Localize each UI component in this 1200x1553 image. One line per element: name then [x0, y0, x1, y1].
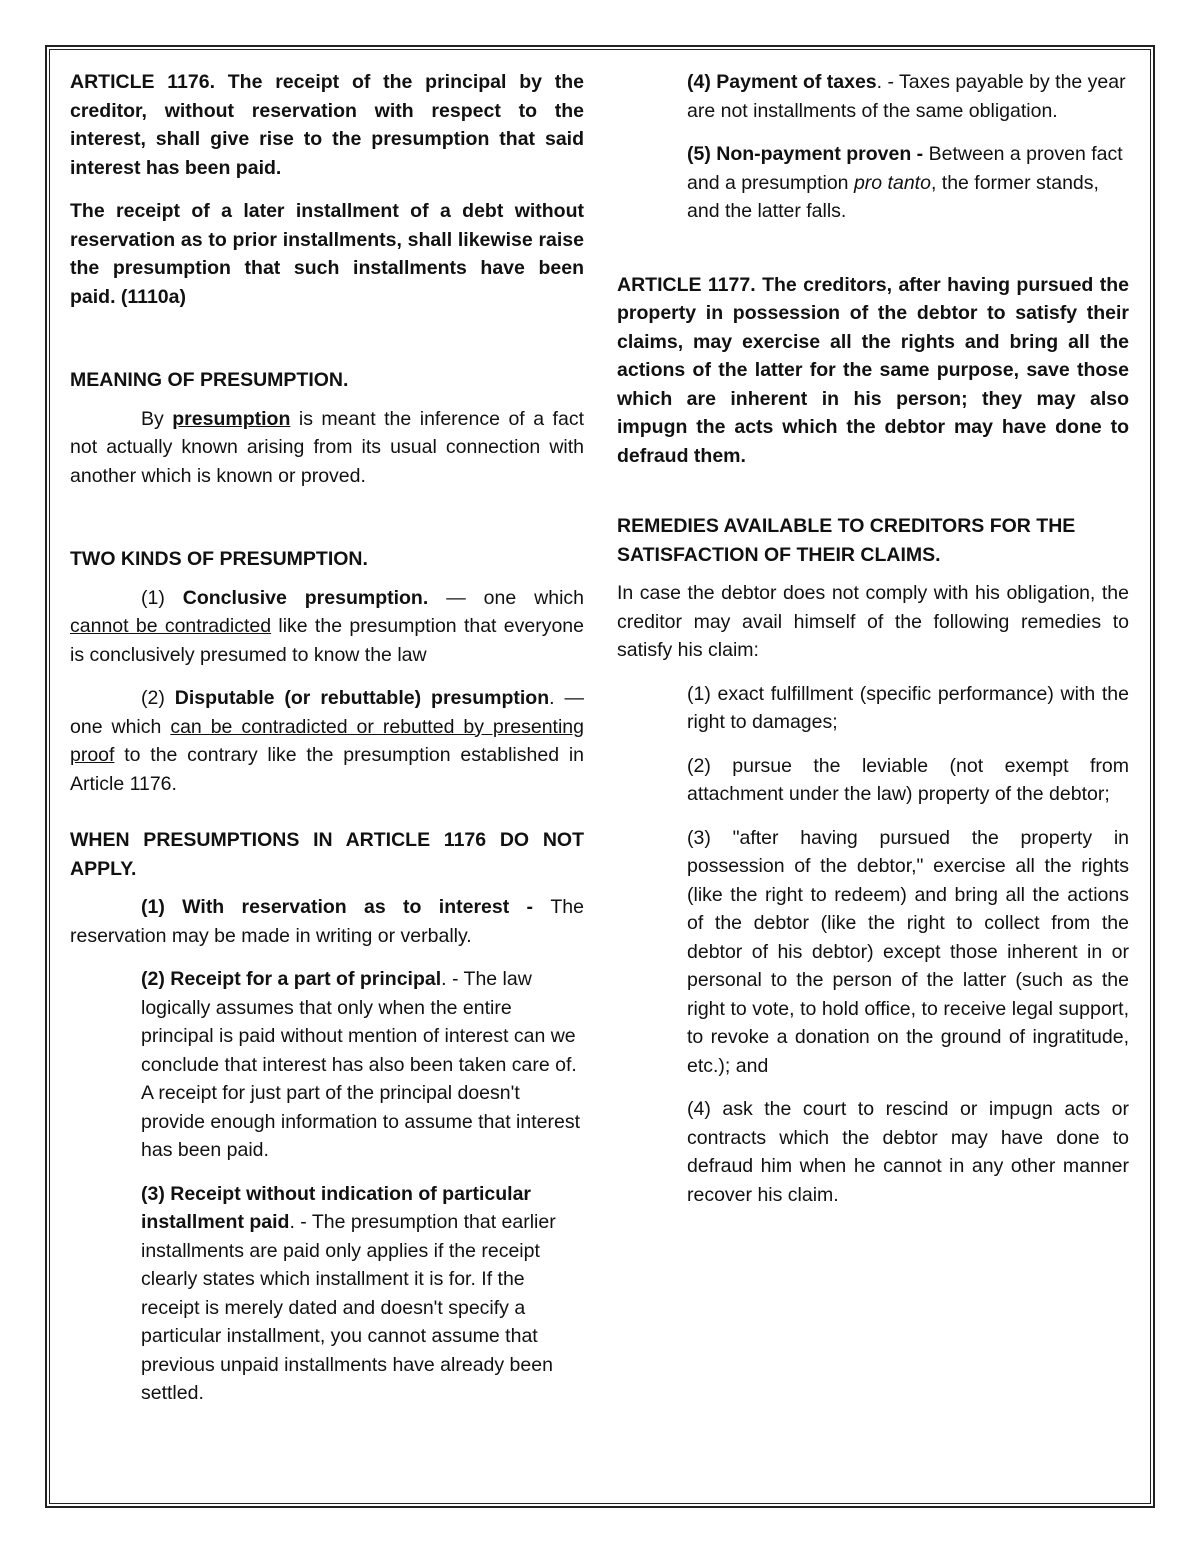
remedies-intro: In case the debtor does not comply with his obligation, the creditor may avail himself of the following remedies to satisfy his claim:: [617, 582, 1129, 661]
exception-2: (2) Receipt for a part of principal. - The law logically assumes that only when the entire principal is paid without mention of interest can we conclude that interest has also been taken care of. A receipt for just part of the principal doesn't provide enough information to assume that interest has been paid.: [141, 968, 581, 1161]
remedy-item-4: (4) ask the court to rescind or impugn acts or contracts which the debtor may have done to defraud him when he cannot in any other manner recover his claim.: [687, 1098, 1129, 1206]
exception-3: (3) Receipt without indication of particular installment paid. - The presumption that earlier installments are paid only applies if the receipt clearly states which installment it is for. If the receipt is merely dated and doesn't specify a particular installment, you cannot assume that previous unpaid installments have already been settled.: [141, 1182, 556, 1404]
presumption-term: presumption: [172, 407, 291, 430]
remedy-item-2: (2) pursue the leviable (not exempt from attachment under the law) property of the debtor;: [687, 754, 1129, 805]
article-1177-paragraph: ARTICLE 1177. The creditors, after having pursued the property in possession of the debtor to satisfy their claims, may exercise all the rights and bring all the actions of the latter for the same purpose, save those which are inherent in his person; they may also impugn the acts which the debtor may have done to defraud them.: [617, 273, 1129, 467]
kinds-heading: TWO KINDS OF PRESUMPTION.: [70, 548, 368, 570]
remedy-item-1: (1) exact fulfillment (specific performance) with the right to damages;: [687, 682, 1129, 733]
left-column: [70, 68, 584, 1423]
exception-4: (4) Payment of taxes. - Taxes payable by the year are not installments of the same obligation.: [687, 71, 1126, 122]
remedy-item-3: (3) "after having pursued the property in possession of the debtor," exercise all the rights (like the right to redeem) and bring all the actions of the debtor (like the right to collect from the debtor of his debtor) except those inherent in or personal to the person of the latter (such as the right to vote, to hold office, to receive legal support, to revoke a donation on the ground of ingratitude, etc.); and: [687, 826, 1129, 1077]
when-not-apply-heading: WHEN PRESUMPTIONS IN ARTICLE 1176 DO NOT APPLY.: [70, 829, 584, 880]
exception-5: (5) Non-payment proven - Between a proven fact and a presumption pro tanto, the former stands, and the latter falls.: [687, 143, 1123, 222]
article-1176-paragraph-2: The receipt of a later installment of a debt without reservation as to prior installments, shall likewise raise the presumption that such installments have been paid. (1110a): [70, 200, 584, 308]
article-1176-paragraph-1: ARTICLE 1176. The receipt of the principal by the creditor, without reservation with respect to the interest, shall give rise to the presumption that said interest has been paid.: [70, 71, 584, 179]
remedies-heading: REMEDIES AVAILABLE TO CREDITORS FOR THE SATISFACTION OF THEIR CLAIMS.: [617, 515, 1076, 566]
meaning-paragraph: By presumption is meant the inference of a fact not actually known arising from its usual connection with another which is known or proved.: [70, 407, 584, 487]
meaning-heading: MEANING OF PRESUMPTION.: [70, 369, 349, 391]
disputable-presumption-item: (2) Disputable (or rebuttable) presumption. — one which can be contradicted or rebutted by presenting proof to the contrary like the presumption established in Article 1176.: [70, 687, 585, 795]
conclusive-presumption-item: (1) Conclusive presumption. — one which cannot be contradicted like the presumption that everyone is conclusively presumed to know the law: [70, 586, 584, 666]
right-column: [617, 68, 1129, 1224]
exception-1: (1) With reservation as to interest - The reservation may be made in writing or verbally.: [70, 896, 584, 947]
